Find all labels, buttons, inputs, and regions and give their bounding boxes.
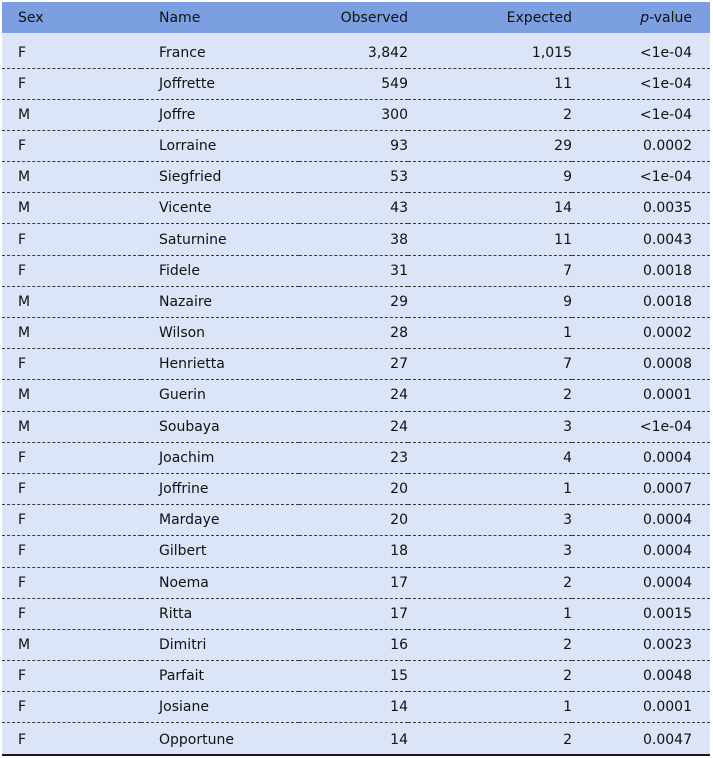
cell-pvalue: 0.0004 [572,442,710,473]
table-row [2,130,710,161]
header-name: Name [159,9,201,26]
cell-expected: 2 [408,661,572,692]
cell-pvalue: 0.0008 [572,349,710,380]
cell-expected: 3 [408,411,572,442]
cell-expected: 3 [408,505,572,536]
table-row [2,255,710,286]
cell-name: Parfait [141,661,299,692]
table-row [2,411,710,442]
cell-expected: 2 [408,380,572,411]
table-row [2,318,710,349]
table-row [2,567,710,598]
cell-observed: 93 [299,130,408,161]
cell-pvalue: 0.0002 [572,130,710,161]
cell-name: Guerin [141,380,299,411]
cell-pvalue: 0.0035 [572,193,710,224]
header-expected: Expected [506,9,572,26]
cell-observed: 24 [299,380,408,411]
cell-expected: 2 [408,567,572,598]
table-row [2,629,710,660]
cell-sex: M [2,286,141,317]
cell-expected: 2 [408,99,572,130]
header-pvalue-italic: p [640,9,650,26]
table-row [2,349,710,380]
cell-pvalue: 0.0018 [572,255,710,286]
cell-sex: F [2,723,141,757]
cell-pvalue: 0.0004 [572,567,710,598]
cell-observed: 23 [299,442,408,473]
cell-sex: F [2,130,141,161]
cell-pvalue: <1e-04 [572,162,710,193]
cell-pvalue: <1e-04 [572,68,710,99]
cell-sex: M [2,162,141,193]
names-table-container [2,2,710,756]
cell-expected: 7 [408,349,572,380]
cell-expected: 1 [408,318,572,349]
cell-expected: 11 [408,68,572,99]
cell-name: Noema [141,567,299,598]
table-header [2,2,710,33]
cell-name: Joachim [141,442,299,473]
cell-observed: 38 [299,224,408,255]
cell-expected: 11 [408,224,572,255]
cell-sex: F [2,68,141,99]
cell-expected: 2 [408,629,572,660]
table-row [2,692,710,723]
cell-observed: 14 [299,723,408,757]
cell-sex: F [2,442,141,473]
cell-name: France [159,44,206,61]
cell-name: Josiane [141,692,299,723]
cell-name: Saturnine [141,224,299,255]
cell-observed: 27 [299,349,408,380]
cell-sex: F [2,255,141,286]
cell-sex: M [2,629,141,660]
cell-pvalue: 0.0047 [572,723,710,757]
cell-sex: F [2,224,141,255]
cell-pvalue: 0.0048 [572,661,710,692]
header-pvalue [572,2,710,33]
cell-name: Gilbert [141,536,299,567]
cell-observed: 20 [299,473,408,504]
cell-name: Vicente [141,193,299,224]
cell-observed: 28 [299,318,408,349]
cell-sex: F [2,349,141,380]
cell-name: Joffrine [141,473,299,504]
table-row [2,99,710,130]
header-observed: Observed [340,9,408,26]
cell-pvalue: 0.0043 [572,224,710,255]
cell-pvalue: 0.0001 [572,380,710,411]
cell-sex: F [2,598,141,629]
cell-name: Ritta [141,598,299,629]
table-row [2,442,710,473]
cell-sex: M [2,99,141,130]
cell-name: Dimitri [141,629,299,660]
cell-observed: 24 [299,411,408,442]
cell-expected: 14 [408,193,572,224]
cell-observed: 300 [299,99,408,130]
cell-sex: M [2,318,141,349]
cell-observed: 17 [299,598,408,629]
table-row [2,380,710,411]
cell-name: Mardaye [141,505,299,536]
table-row [2,162,710,193]
table-row [2,473,710,504]
table-row [2,723,710,757]
cell-sex: M [2,193,141,224]
cell-observed: 549 [299,68,408,99]
cell-name: Siegfried [141,162,299,193]
cell-expected: 1 [408,692,572,723]
names-table [2,2,710,757]
cell-observed: 20 [299,505,408,536]
cell-observed: 18 [299,536,408,567]
cell-observed: 53 [299,162,408,193]
cell-pvalue: <1e-04 [639,44,692,61]
cell-sex: F [2,567,141,598]
cell-sex: F [2,692,141,723]
cell-name: Henrietta [141,349,299,380]
cell-name: Joffrette [141,68,299,99]
cell-name: Joffre [141,99,299,130]
cell-pvalue: 0.0007 [572,473,710,504]
cell-observed: 29 [299,286,408,317]
cell-pvalue: 0.0004 [572,536,710,567]
cell-pvalue: 0.0023 [572,629,710,660]
cell-observed: 3,842 [367,44,408,61]
cell-expected: 7 [408,255,572,286]
table-row [2,33,710,68]
cell-observed: 43 [299,193,408,224]
table-row [2,661,710,692]
cell-observed: 31 [299,255,408,286]
cell-pvalue: 0.0001 [572,692,710,723]
cell-pvalue: 0.0004 [572,505,710,536]
cell-pvalue: <1e-04 [572,99,710,130]
cell-pvalue: 0.0015 [572,598,710,629]
table-body [2,33,710,757]
cell-name: Wilson [141,318,299,349]
cell-sex: F [18,44,27,61]
cell-expected: 9 [408,162,572,193]
cell-observed: 14 [299,692,408,723]
cell-sex: M [2,380,141,411]
cell-sex: M [2,411,141,442]
cell-expected: 1,015 [531,44,572,61]
cell-pvalue: <1e-04 [572,411,710,442]
cell-sex: F [2,661,141,692]
header-pvalue-rest: -value [649,9,692,26]
cell-expected: 4 [408,442,572,473]
cell-name: Nazaire [141,286,299,317]
cell-name: Lorraine [141,130,299,161]
cell-expected: 29 [408,130,572,161]
table-row [2,286,710,317]
cell-expected: 1 [408,473,572,504]
table-row [2,68,710,99]
table-row [2,193,710,224]
cell-observed: 17 [299,567,408,598]
cell-sex: F [2,473,141,504]
table-row [2,224,710,255]
table-row [2,536,710,567]
cell-pvalue: 0.0002 [572,318,710,349]
cell-expected: 1 [408,598,572,629]
cell-observed: 16 [299,629,408,660]
cell-name: Soubaya [141,411,299,442]
header-sex: Sex [18,9,44,26]
cell-observed: 15 [299,661,408,692]
table-row [2,598,710,629]
cell-sex: F [2,536,141,567]
cell-name: Fidele [141,255,299,286]
cell-sex: F [2,505,141,536]
cell-name: Opportune [141,723,299,757]
cell-expected: 2 [408,723,572,757]
cell-pvalue: 0.0018 [572,286,710,317]
table-row [2,505,710,536]
cell-expected: 3 [408,536,572,567]
cell-expected: 9 [408,286,572,317]
header-row [2,2,710,33]
